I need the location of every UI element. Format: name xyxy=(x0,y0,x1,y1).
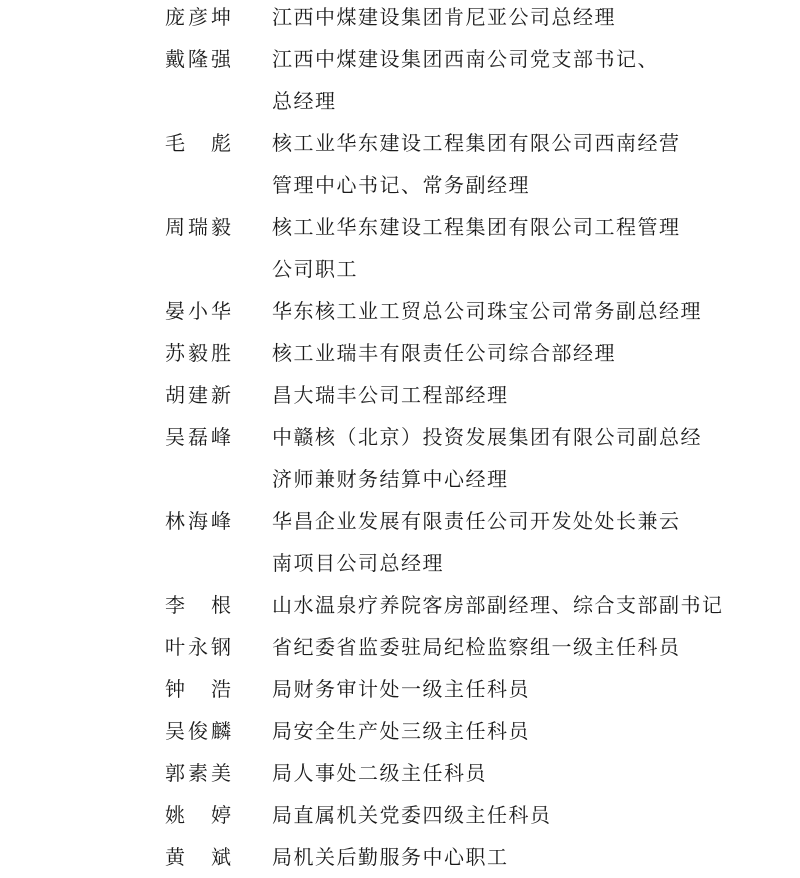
person-name: 戴隆强 xyxy=(165,47,231,71)
roster-entry xyxy=(0,794,800,836)
roster-entry xyxy=(0,668,800,710)
roster-entry xyxy=(0,710,800,752)
title-line: 南项目公司总经理 xyxy=(272,551,444,575)
title-line: 省纪委省监委驻局纪检监察组一级主任科员 xyxy=(272,635,681,659)
roster-entry xyxy=(0,290,800,332)
title-line: 江西中煤建设集团肯尼亚公司总经理 xyxy=(272,5,616,29)
title-line: 局安全生产处三级主任科员 xyxy=(272,719,530,743)
person-name: 周瑞毅 xyxy=(165,215,231,239)
title-line: 局财务审计处一级主任科员 xyxy=(272,677,530,701)
title-line: 局直属机关党委四级主任科员 xyxy=(272,803,552,827)
person-name: 苏毅胜 xyxy=(165,341,231,365)
roster-entry xyxy=(0,584,800,626)
person-title xyxy=(272,710,800,752)
person-name: 胡建新 xyxy=(165,383,231,407)
roster-entry xyxy=(0,122,800,206)
roster-entry xyxy=(0,500,800,584)
roster-entry xyxy=(0,332,800,374)
person-title xyxy=(272,836,800,878)
person-title xyxy=(272,332,800,374)
person-title xyxy=(272,206,800,290)
person-title xyxy=(272,38,800,122)
person-name: 钟 浩 xyxy=(165,677,231,701)
title-line: 局机关后勤服务中心职工 xyxy=(272,845,509,869)
roster-entry xyxy=(0,752,800,794)
title-line: 江西中煤建设集团西南公司党支部书记、 xyxy=(272,47,659,71)
person-name: 叶永钢 xyxy=(165,635,231,659)
title-line: 管理中心书记、常务副经理 xyxy=(272,173,530,197)
person-title xyxy=(272,752,800,794)
roster-entry xyxy=(0,626,800,668)
person-title xyxy=(272,500,800,584)
title-line: 总经理 xyxy=(272,89,337,113)
title-line: 公司职工 xyxy=(272,257,358,281)
person-name: 吴磊峰 xyxy=(165,425,231,449)
roster-entry xyxy=(0,416,800,500)
title-line: 核工业华东建设工程集团有限公司西南经营 xyxy=(272,131,681,155)
roster-entry xyxy=(0,38,800,122)
title-line: 济师兼财务结算中心经理 xyxy=(272,467,509,491)
person-title xyxy=(272,374,800,416)
person-title xyxy=(272,668,800,710)
person-name: 郭素美 xyxy=(165,761,231,785)
roster-entry xyxy=(0,836,800,878)
person-title xyxy=(272,626,800,668)
person-title xyxy=(272,0,800,38)
person-name: 庞彦坤 xyxy=(165,5,231,29)
title-line: 核工业瑞丰有限责任公司综合部经理 xyxy=(272,341,616,365)
title-line: 山水温泉疗养院客房部副经理、综合支部副书记 xyxy=(272,593,724,617)
roster-entry xyxy=(0,374,800,416)
title-line: 昌大瑞丰公司工程部经理 xyxy=(272,383,509,407)
person-title xyxy=(272,416,800,500)
title-line: 中赣核（北京）投资发展集团有限公司副总经 xyxy=(272,425,702,449)
person-name: 晏小华 xyxy=(165,299,231,323)
person-name: 李 根 xyxy=(165,593,231,617)
person-name: 毛 彪 xyxy=(165,131,231,155)
person-name: 吴俊麟 xyxy=(165,719,231,743)
title-line: 华昌企业发展有限责任公司开发处处长兼云 xyxy=(272,509,681,533)
title-line: 华东核工业工贸总公司珠宝公司常务副总经理 xyxy=(272,299,702,323)
roster-entry xyxy=(0,0,800,38)
person-title xyxy=(272,794,800,836)
roster-entry xyxy=(0,206,800,290)
person-title xyxy=(272,122,800,206)
person-title xyxy=(272,584,800,626)
person-name: 姚 婷 xyxy=(165,803,231,827)
person-name: 林海峰 xyxy=(165,509,231,533)
person-title xyxy=(272,290,800,332)
title-line: 局人事处二级主任科员 xyxy=(272,761,487,785)
person-name: 黄 斌 xyxy=(165,845,231,869)
title-line: 核工业华东建设工程集团有限公司工程管理 xyxy=(272,215,681,239)
